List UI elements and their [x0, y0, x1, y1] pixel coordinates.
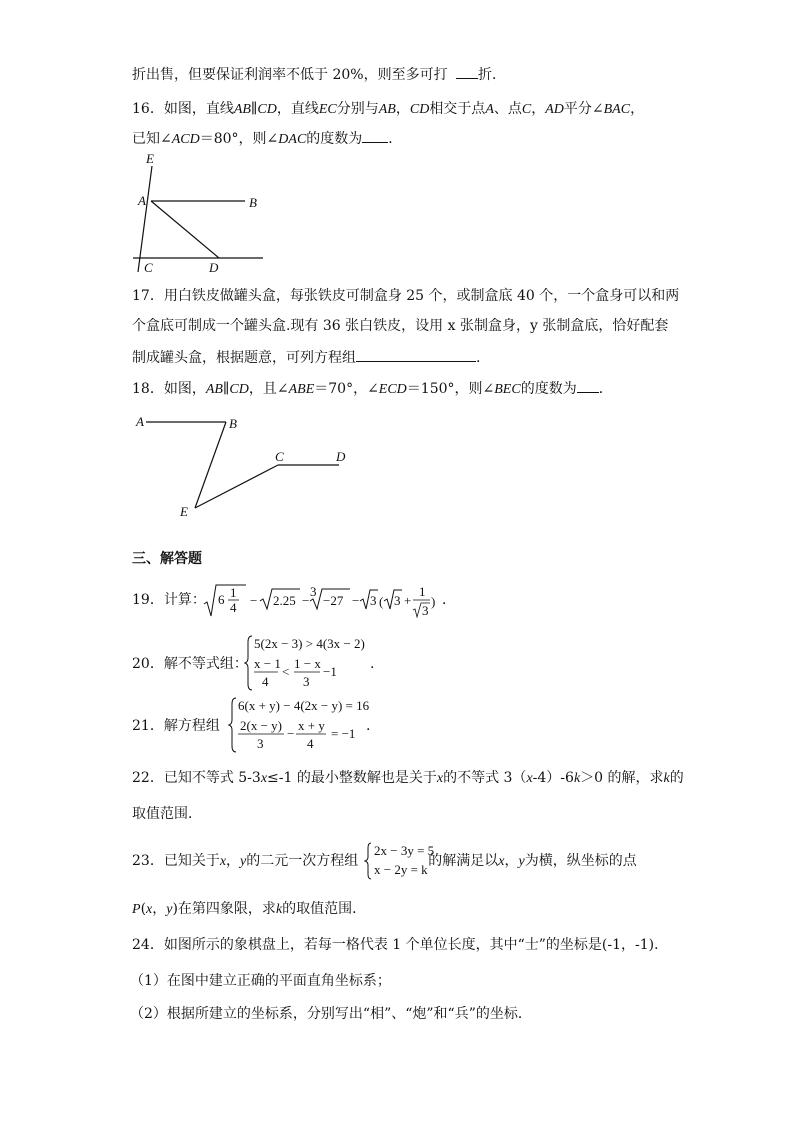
q22-math: x [436, 771, 444, 786]
q16-text: ， [630, 101, 645, 117]
q22-text: -4）-6 [532, 770, 574, 786]
label-d: D [209, 260, 219, 275]
svg-text:): ) [431, 594, 436, 609]
svg-text:3: 3 [257, 736, 264, 751]
label-b: B [229, 416, 237, 431]
q23-math: y [166, 902, 173, 917]
svg-text:= −1: = −1 [331, 726, 356, 741]
label-e: E [180, 504, 188, 519]
svg-text:5(2x − 3) > 4(3x − 2): 5(2x − 3) > 4(3x − 2) [254, 636, 365, 651]
q16-text: ， [531, 101, 546, 117]
svg-text:1: 1 [230, 585, 237, 600]
label-d: D [336, 449, 346, 464]
q22-math: k [573, 771, 581, 786]
svg-text:−1: −1 [323, 664, 337, 679]
q18-text: ＝150°，则∠ [406, 381, 495, 397]
q22-text: 的不等式 3（ [443, 770, 527, 786]
q15-tail-line [132, 64, 506, 85]
q16-math: DAC [278, 132, 307, 147]
q16-math: EC [318, 102, 337, 117]
q16-math: CD [409, 102, 430, 117]
q16-text: ． [388, 131, 403, 147]
q17-line-1 [132, 286, 679, 306]
svg-text:−: − [250, 593, 258, 608]
q23-text: 的取值范围． [282, 901, 367, 917]
q18-math: ECD [378, 382, 407, 397]
q23-math: x [146, 902, 153, 917]
q23-math: k [275, 902, 283, 917]
q15-answer-blank [456, 64, 478, 79]
q16-text: 相交于点 [429, 101, 486, 117]
q23-text: ， [226, 853, 241, 869]
q16-text: 16．如图，直线 [132, 101, 234, 117]
svg-text:3: 3 [370, 593, 377, 608]
label-c: C [275, 449, 284, 464]
q23-text: ( [140, 901, 147, 917]
q16-text: 平分∠ [563, 101, 604, 117]
q23-text: 的二元一次方程组 [246, 853, 359, 869]
q23-text: ， [152, 901, 167, 917]
q24-line-2: （1）在图中建立正确的平面直角坐标系； [130, 973, 391, 989]
label-a: A [138, 193, 146, 208]
svg-text:2(x − y): 2(x − y) [240, 718, 282, 733]
svg-text:−27: −27 [323, 593, 344, 608]
svg-text:−: − [287, 726, 295, 741]
q19-expression [202, 582, 442, 622]
svg-text:x + y: x + y [298, 718, 325, 733]
q23-math: y [518, 854, 525, 869]
label-c: C [144, 260, 153, 275]
q16-text: ， [395, 101, 410, 117]
svg-text:2.25: 2.25 [273, 593, 296, 608]
q21-label: 21．解方程组 [132, 718, 220, 734]
svg-text:3: 3 [422, 603, 429, 618]
q23-text: 23．已知关于 [132, 853, 220, 869]
q22-math: k [663, 771, 670, 786]
q22-text: ≤-1 的最小整数解也是关于 [267, 770, 437, 786]
q21-end: . [366, 718, 371, 734]
q19-label: 19．计算： [132, 592, 206, 608]
q20-label: 20．解不等式组： [132, 656, 248, 672]
q16-text: 分别与 [336, 101, 379, 117]
q16-math: C [521, 102, 532, 117]
q22-line-2: 取值范围． [132, 806, 202, 822]
svg-text:3: 3 [310, 584, 317, 599]
q16-text: ，直线 [276, 101, 319, 117]
q18-answer-blank [577, 378, 599, 393]
q16-text: ＝80°，则∠ [199, 131, 279, 147]
svg-text:3: 3 [394, 593, 401, 608]
q16-figure [128, 150, 268, 278]
q17-answer-blank [356, 347, 476, 362]
q17-text: 17．用白铁皮做罐头盒，每张铁皮可制盒身 25 个，或制盒底 40 个，一个盒身可以和两 [132, 288, 680, 304]
q20-end: . [370, 656, 375, 672]
q16-math: AD [545, 102, 564, 117]
label-a: A [136, 414, 144, 429]
q19-end: ． [442, 592, 456, 608]
q21-system [228, 694, 378, 756]
svg-text:4: 4 [230, 600, 237, 615]
q22-text: ＞0 的解，求 [580, 770, 664, 786]
q15-text: 折出售，但要保证利润率不低于 20%，则至多可打 [132, 67, 448, 83]
q22-text: 的 [669, 770, 684, 786]
q23-math: x [219, 854, 227, 869]
q16-line-2 [132, 128, 402, 150]
svg-text:6: 6 [218, 592, 225, 607]
svg-text:1: 1 [419, 584, 426, 599]
q23-math: x [498, 854, 505, 869]
q17-text: . [476, 350, 481, 366]
q18-diagram [132, 410, 358, 522]
q16-math: ACD [171, 132, 200, 147]
q23-text: 为横，纵坐标的点 [524, 853, 637, 869]
q16-text: 已知∠ [132, 131, 172, 147]
label-e: E [146, 151, 154, 166]
label-b: B [249, 195, 257, 210]
svg-text:(: ( [379, 594, 384, 609]
q23-math: y [240, 854, 247, 869]
q18-text: ． [598, 381, 613, 397]
q24-line-1: 24．如图所示的象棋盘上，若每一格代表 1 个单位长度，其中“士”的坐标是(-1，-1)． [132, 937, 669, 953]
q22-line-1 [132, 768, 684, 789]
svg-text:2x − 3y = 5: 2x − 3y = 5 [374, 843, 435, 858]
q22-text: 22．已知不等式 5-3 [132, 770, 261, 786]
svg-text:x − 1: x − 1 [254, 656, 281, 671]
line-be [195, 422, 226, 508]
q18-text: ，且∠ [248, 381, 289, 397]
svg-text:4: 4 [307, 736, 314, 751]
q16-text: 的度数为 [306, 131, 363, 147]
section-heading: 三、解答题 [132, 551, 202, 567]
q18-text: 的度数为 [520, 381, 577, 397]
q17-line-2 [132, 316, 668, 336]
q16-math: BAC [603, 102, 631, 117]
svg-text:+: + [404, 593, 412, 608]
svg-text:x − 2y = k: x − 2y = k [374, 862, 428, 877]
q23-text: 的解满足以 [428, 853, 499, 869]
svg-text:4: 4 [262, 674, 269, 689]
svg-text:1 − x: 1 − x [294, 656, 321, 671]
q16-line-1 [132, 99, 644, 120]
q15-end: 折． [478, 67, 507, 83]
q18-line [132, 378, 613, 400]
q23-line-2 [132, 899, 366, 920]
q23-math: P [132, 902, 141, 917]
q16-math: AB∥CD [233, 102, 277, 117]
svg-text:−: − [302, 593, 310, 608]
q16-diagram [128, 150, 268, 278]
q24-line-3: （2）根据所建立的坐标系，分别写出“相”、“炮”和“兵”的坐标． [130, 1006, 532, 1022]
q20-system [244, 632, 384, 694]
q16-math: AB [378, 102, 396, 117]
q18-math: ABE [288, 382, 315, 397]
q16-math: A [485, 102, 494, 117]
svg-text:6(x + y) − 4(2x − y) = 16: 6(x + y) − 4(2x − y) = 16 [238, 698, 370, 713]
q18-math: AB∥CD [205, 382, 249, 397]
svg-text:3: 3 [303, 674, 310, 689]
q18-figure [132, 410, 358, 522]
q17-text: 制成罐头盒，根据题意，可列方程组 [132, 350, 356, 366]
q23-text: ， [504, 853, 519, 869]
line-ec [138, 166, 152, 272]
line-ec [195, 465, 278, 508]
line-ad [151, 201, 219, 258]
q22-math: x [526, 771, 533, 786]
q23-text: )在第四象限，求 [172, 901, 276, 917]
svg-text:−: − [352, 593, 360, 608]
q16-answer-blank [362, 128, 388, 143]
q23-system [364, 840, 444, 882]
q17-line-3 [132, 347, 480, 368]
q18-text: 18．如图， [132, 381, 206, 397]
q16-text: 、点 [493, 101, 522, 117]
q22-math: x [260, 771, 268, 786]
q17-text: 个盒底可制成一个罐头盒.现有 36 张白铁皮，设用 x 张制盒身，y 张制盒底，恰好配套 [132, 318, 669, 334]
q18-text: ＝70°，∠ [314, 381, 379, 397]
svg-text:<: < [282, 664, 290, 679]
q18-math: BEC [494, 382, 521, 397]
